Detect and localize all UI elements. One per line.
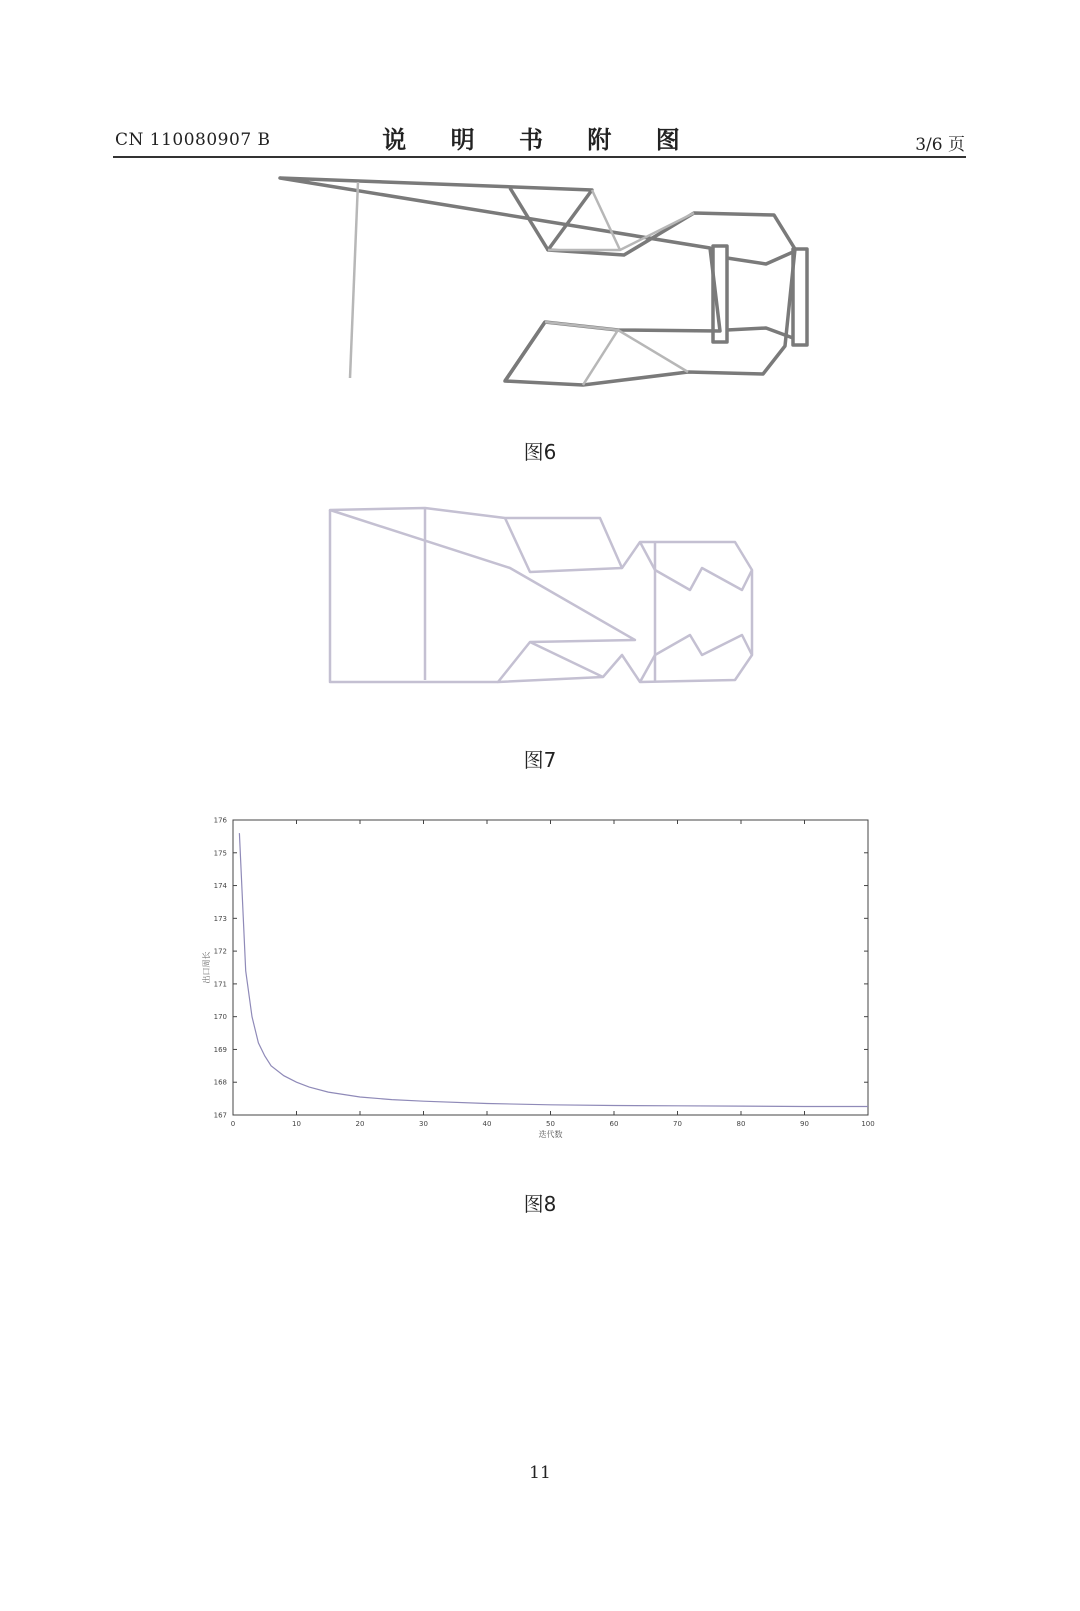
x-tick-label: 60 bbox=[609, 1120, 619, 1128]
y-tick-label: 176 bbox=[213, 816, 227, 825]
fig6-bottom-fin bbox=[505, 322, 545, 381]
x-tick-label: 100 bbox=[861, 1120, 875, 1128]
y-tick-label: 173 bbox=[213, 914, 227, 923]
x-tick-label: 0 bbox=[230, 1120, 236, 1128]
x-tick-label: 20 bbox=[355, 1120, 365, 1128]
x-tick-label: 30 bbox=[419, 1120, 428, 1128]
chart-plot-area bbox=[233, 820, 868, 1115]
y-axis-label: 出口周长 bbox=[202, 951, 211, 984]
figure-7-drawing bbox=[0, 490, 1080, 710]
x-tick-label: 90 bbox=[800, 1120, 809, 1128]
fig6-throat-upper bbox=[727, 252, 793, 264]
y-tick-label: 172 bbox=[213, 947, 227, 956]
page-title: 说 明 书 附 图 bbox=[382, 126, 698, 154]
fig6-inner-line bbox=[350, 182, 358, 378]
x-axis-label: 迭代数 bbox=[538, 1130, 563, 1139]
fig7-body-outline bbox=[330, 508, 752, 682]
x-tick-label: 10 bbox=[292, 1120, 301, 1128]
fig7-zigzag-top bbox=[655, 568, 752, 590]
x-tick-label: 40 bbox=[482, 1120, 492, 1128]
y-axis-ticks bbox=[214, 817, 868, 1120]
publication-number: CN 110080907 B bbox=[115, 130, 271, 150]
chart-series-line bbox=[239, 833, 868, 1106]
fig6-throat-lower bbox=[727, 328, 793, 338]
y-tick-label: 167 bbox=[213, 1111, 227, 1120]
y-tick-label: 175 bbox=[213, 849, 227, 858]
figure-8-chart bbox=[200, 808, 890, 1148]
fig7-diag-bottom bbox=[640, 655, 655, 682]
x-tick-label: 70 bbox=[673, 1120, 682, 1128]
fig7-zigzag-bottom bbox=[655, 635, 752, 655]
figure-6-drawing bbox=[0, 0, 1080, 420]
figure-6-caption: 图6 bbox=[523, 440, 557, 464]
fig7-inner-bottom bbox=[530, 642, 603, 677]
fig6-inner-diag-top bbox=[592, 190, 620, 250]
page-indicator: 3/6 页 bbox=[915, 135, 965, 155]
page-number: 11 bbox=[529, 1463, 551, 1483]
figure-8-caption: 图8 bbox=[523, 1192, 557, 1216]
y-tick-label: 169 bbox=[213, 1045, 227, 1054]
y-tick-label: 174 bbox=[213, 882, 227, 891]
fig6-inner-diag-bottom bbox=[583, 330, 618, 385]
figure-7-caption: 图7 bbox=[523, 748, 557, 772]
x-axis-ticks bbox=[231, 820, 875, 1128]
y-tick-label: 170 bbox=[213, 1013, 227, 1022]
y-tick-label: 168 bbox=[213, 1078, 227, 1087]
x-tick-label: 50 bbox=[546, 1120, 555, 1128]
y-tick-label: 171 bbox=[213, 980, 227, 989]
fig7-diag-top bbox=[640, 542, 655, 570]
x-tick-label: 80 bbox=[736, 1120, 746, 1128]
